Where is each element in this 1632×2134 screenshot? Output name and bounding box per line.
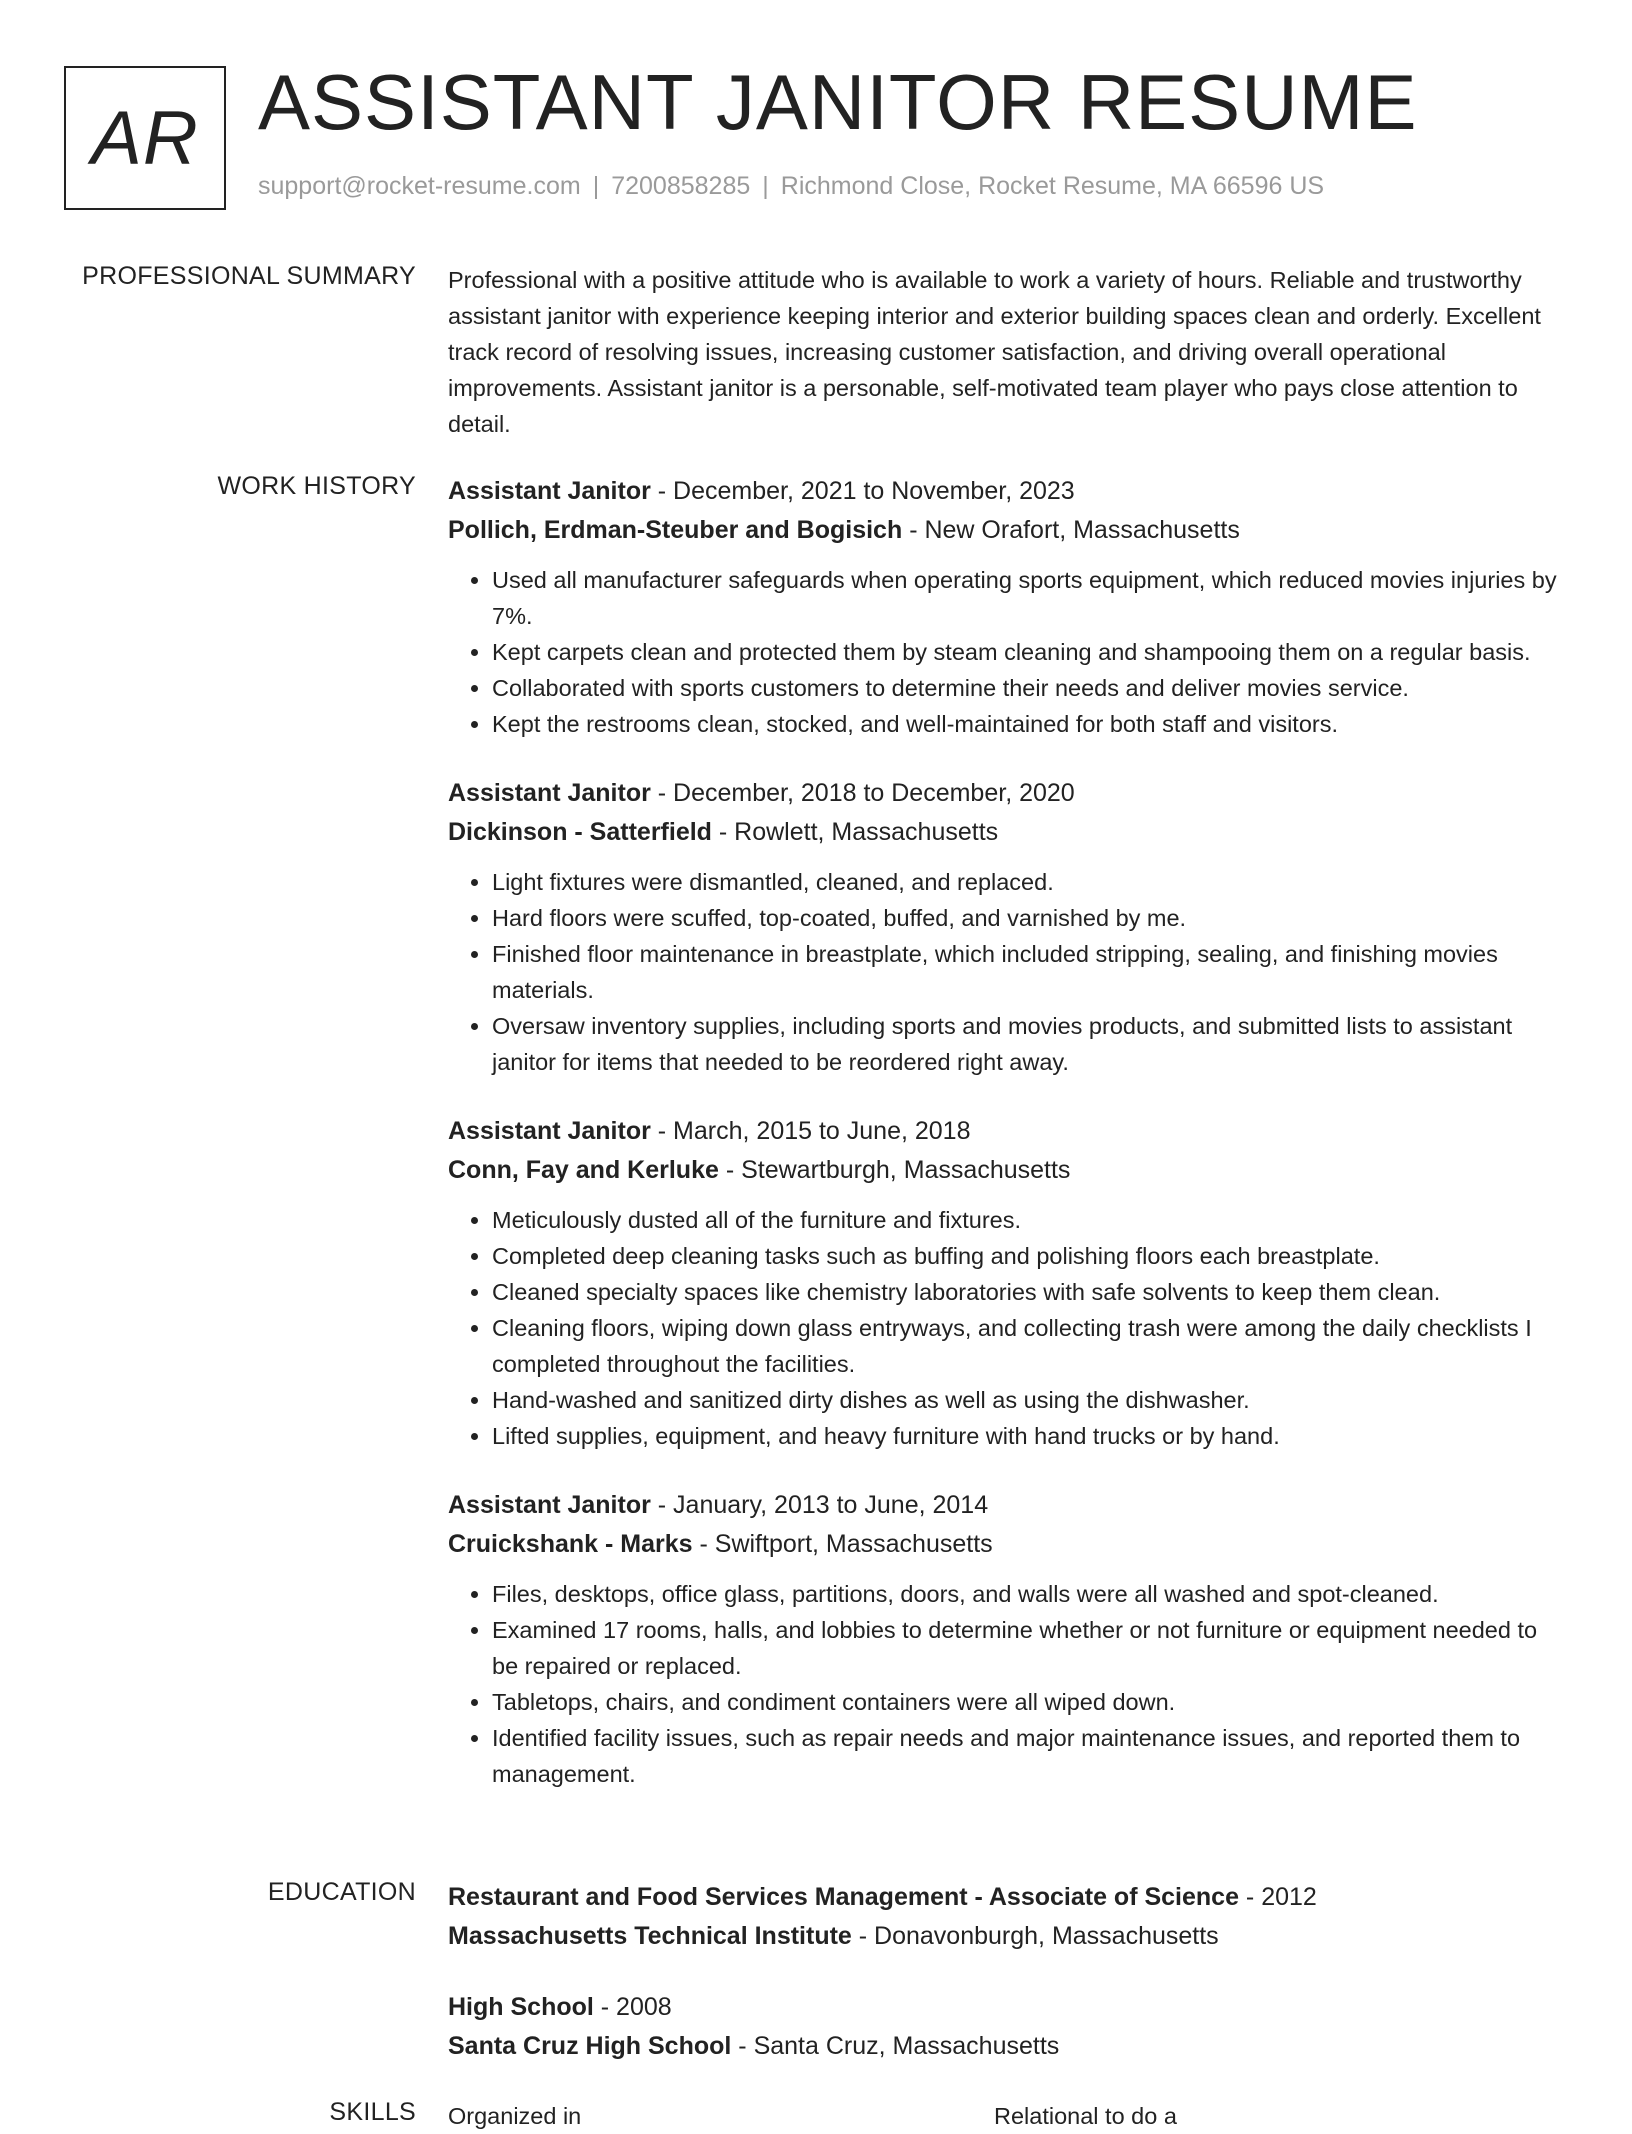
job-entry xyxy=(448,1112,1568,1454)
education-school: Massachusetts Technical Institute xyxy=(448,1922,852,1950)
job-company: Pollich, Erdman-Steuber and Bogisich xyxy=(448,516,903,544)
education-heading: EDUCATION xyxy=(267,1878,416,1906)
job-bullet: • Kept carpets clean and protected them by steam cleaning and shampooing them on a regular basis. xyxy=(492,634,1568,670)
education-entry xyxy=(448,1878,1568,1956)
job-title: Assistant Janitor xyxy=(448,779,651,807)
skills-body xyxy=(448,2098,1568,2134)
education-year: - 2012 xyxy=(1238,1883,1317,1911)
contact-separator: | xyxy=(762,172,769,200)
job-dates: - January, 2013 to June, 2014 xyxy=(650,1491,989,1519)
summary-text: Professional with a positive attitude who is available to work a variety of hours. Reliable and trustworthy assistant janitor with experience keeping interior and exterior building spaces clean and orderly. Excellent track record of resolving issues, increasing customer satisfaction, and driving overall operational improvements. Assistant janitor is a personable, self-motivated team player who pays close attention to detail. xyxy=(448,267,1541,437)
job-bullet: • Identified facility issues, such as repair needs and major maintenance issues, and reported them to management. xyxy=(492,1720,1568,1792)
job-company: Dickinson - Satterfield xyxy=(448,818,712,846)
job-title-line xyxy=(448,774,1568,813)
job-location: - Stewartburgh, Massachusetts xyxy=(718,1156,1071,1184)
resume-title: ASSISTANT JANITOR RESUME xyxy=(258,58,1418,146)
education-body xyxy=(448,1878,1568,2098)
contact-phone[interactable]: 7200858285 xyxy=(611,172,751,200)
skills-heading: SKILLS xyxy=(329,2098,416,2126)
job-bullet: • Collaborated with sports customers to determine their needs and deliver movies service. xyxy=(492,670,1568,706)
education-location: - Santa Cruz, Massachusetts xyxy=(731,2032,1060,2060)
job-dates: - March, 2015 to June, 2018 xyxy=(650,1117,971,1145)
contact-address: Richmond Close, Rocket Resume, MA 66596 US xyxy=(780,172,1325,200)
job-title-line xyxy=(448,1112,1568,1151)
job-entry xyxy=(448,472,1568,742)
job-bullet: • Files, desktops, office glass, partitions, doors, and walls were all washed and spot-cleaned. xyxy=(492,1576,1568,1612)
job-title-line xyxy=(448,1486,1568,1525)
job-company-line xyxy=(448,813,1568,852)
job-bullet: • Examined 17 rooms, halls, and lobbies to determine whether or not furniture or equipment needed to be repaired or replaced. xyxy=(492,1612,1568,1684)
job-bullets xyxy=(448,1576,1568,1792)
job-company-line xyxy=(448,1151,1568,1190)
job-company: Conn, Fay and Kerluke xyxy=(448,1156,719,1184)
skill-item: Organized in xyxy=(448,2103,582,2129)
job-bullets xyxy=(448,562,1568,742)
summary-body xyxy=(448,262,1568,442)
job-entry xyxy=(448,774,1568,1080)
job-company: Cruickshank - Marks xyxy=(448,1530,693,1558)
job-title: Assistant Janitor xyxy=(448,1491,651,1519)
resume-header xyxy=(64,58,1564,216)
education-location: - Donavonburgh, Massachusetts xyxy=(851,1922,1219,1950)
education-year: - 2008 xyxy=(593,1993,672,2021)
job-bullet: • Light fixtures were dismantled, cleaned, and replaced. xyxy=(492,864,1568,900)
education-degree: Restaurant and Food Services Management - Associate of Science xyxy=(448,1883,1239,1911)
job-dates: - December, 2018 to December, 2020 xyxy=(650,779,1075,807)
work-history-heading: WORK HISTORY xyxy=(217,472,416,500)
job-title: Assistant Janitor xyxy=(448,1117,651,1145)
job-bullet: • Hard floors were scuffed, top-coated, buffed, and varnished by me. xyxy=(492,900,1568,936)
job-bullets xyxy=(448,1202,1568,1454)
job-bullet: • Hand-washed and sanitized dirty dishes as well as using the dishwasher. xyxy=(492,1382,1568,1418)
contact-email[interactable]: support@rocket-resume.com xyxy=(258,172,581,200)
monogram-badge: AR xyxy=(64,66,226,210)
contact-separator: | xyxy=(592,172,600,200)
job-company-line xyxy=(448,1525,1568,1564)
education-school: Santa Cruz High School xyxy=(448,2032,732,2060)
job-bullet: • Cleaning floors, wiping down glass entryways, and collecting trash were among the daily checklists I completed throughout the facilities. xyxy=(492,1310,1568,1382)
education-degree-line xyxy=(448,1878,1568,1917)
job-bullet: • Finished floor maintenance in breastplate, which included stripping, sealing, and finishing movies materials. xyxy=(492,936,1568,1008)
job-company-line xyxy=(448,511,1568,550)
job-bullets xyxy=(448,864,1568,1080)
education-school-line xyxy=(448,1917,1568,1956)
skill-item: Relational to do a xyxy=(994,2103,1177,2129)
job-bullet: • Oversaw inventory supplies, including sports and movies products, and submitted lists to assistant janitor for items that needed to be reordered right away. xyxy=(492,1008,1568,1080)
job-bullet: • Cleaned specialty spaces like chemistry laboratories with safe solvents to keep them clean. xyxy=(492,1274,1568,1310)
education-entry xyxy=(448,1988,1568,2066)
job-location: - Swiftport, Massachusetts xyxy=(692,1530,993,1558)
job-bullet: • Lifted supplies, equipment, and heavy furniture with hand trucks or by hand. xyxy=(492,1418,1568,1454)
job-bullet: • Meticulously dusted all of the furniture and fixtures. xyxy=(492,1202,1568,1238)
education-school-line xyxy=(448,2027,1568,2066)
job-location: - Rowlett, Massachusetts xyxy=(711,818,999,846)
summary-heading: PROFESSIONAL SUMMARY xyxy=(82,262,416,290)
job-bullet: • Completed deep cleaning tasks such as buffing and polishing floors each breastplate. xyxy=(492,1238,1568,1274)
contact-line xyxy=(258,172,1324,201)
job-entry xyxy=(448,1486,1568,1792)
job-bullet: • Tabletops, chairs, and condiment containers were all wiped down. xyxy=(492,1684,1568,1720)
job-location: - New Orafort, Massachusetts xyxy=(902,516,1240,544)
job-bullet: • Kept the restrooms clean, stocked, and well-maintained for both staff and visitors. xyxy=(492,706,1568,742)
work-history-body xyxy=(448,472,1568,1824)
education-degree: High School xyxy=(448,1993,594,2021)
job-dates: - December, 2021 to November, 2023 xyxy=(650,477,1075,505)
job-bullet: • Used all manufacturer safeguards when operating sports equipment, which reduced movies injuries by 7%. xyxy=(492,562,1568,634)
job-title: Assistant Janitor xyxy=(448,477,651,505)
job-title-line xyxy=(448,472,1568,511)
education-degree-line xyxy=(448,1988,1568,2027)
